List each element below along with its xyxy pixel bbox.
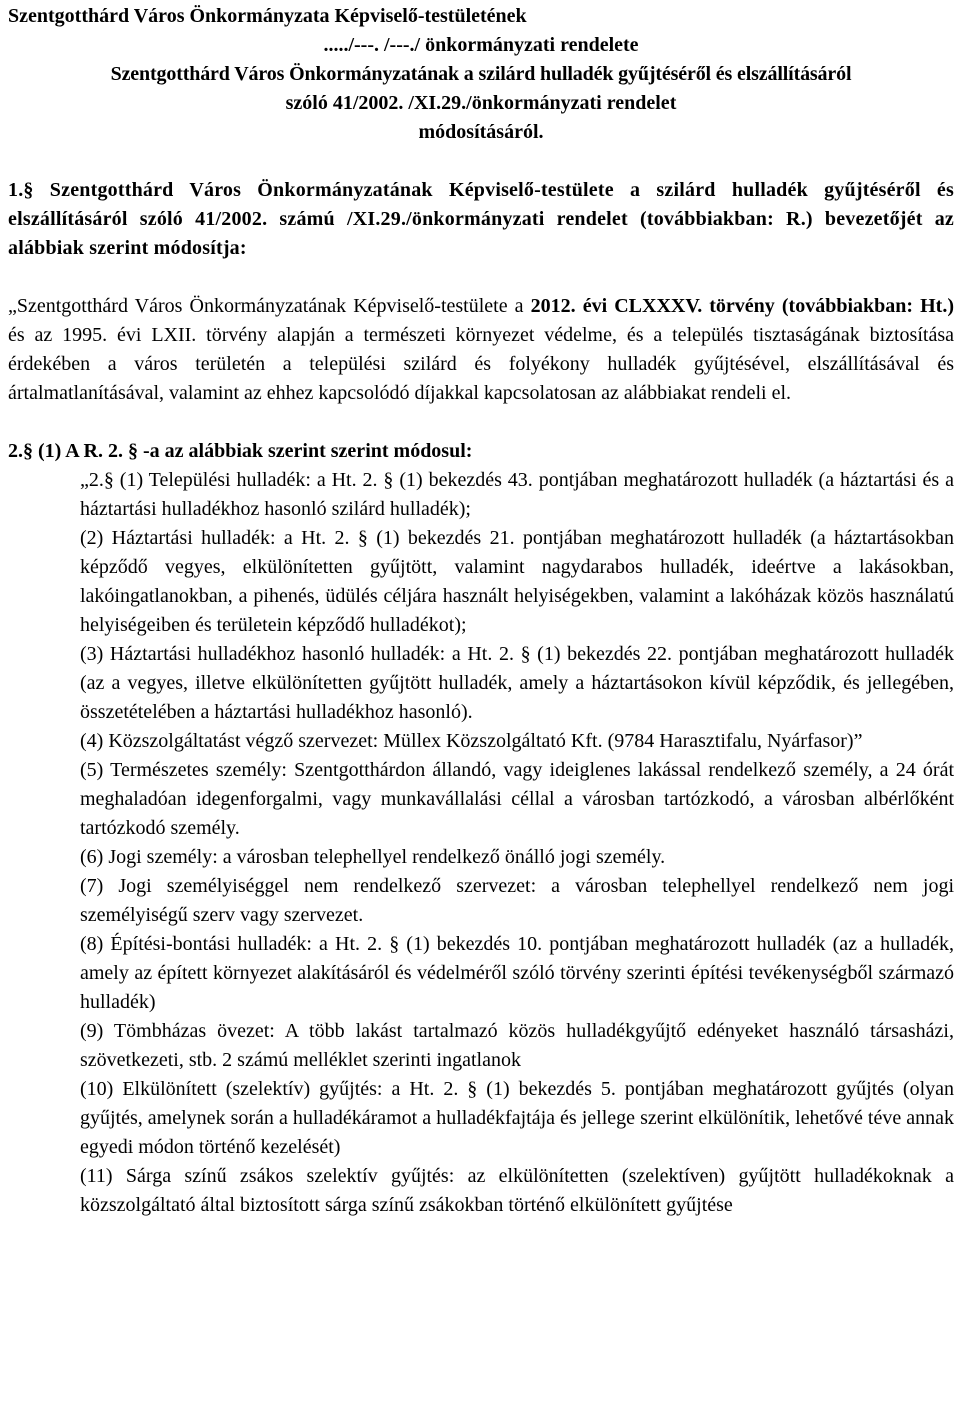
spacer [8, 263, 954, 292]
intro-text-a: „Szentgotthárd Város Önkormányzatának Képviselő-testülete a [8, 295, 531, 317]
definition-9: (9) Tömbházas övezet: A több lakást tartalmazó közös hulladékgyűjtő edényeket használó társasházi, szövetkezeti, stb. 2 számú melléklet szerinti ingatlanok [80, 1020, 954, 1071]
spacer [8, 408, 954, 437]
intro-law-reference: 2012. évi CLXXXV. törvény (továbbiakban: Ht.) [530, 295, 954, 317]
definition-8: (8) Építési-bontási hulladék: a Ht. 2. § (1) bekezdés 10. pontjában meghatározott hulladék (az a hulladék, amely az épített környezet alakításáról és védelméről szóló törvény szerinti építési tevékenységből származó hulladék) [80, 933, 954, 1013]
definition-3: (3) Háztartási hulladékhoz hasonló hulladék: a Ht. 2. § (1) bekezdés 22. pontjában meghatározott hulladék (az a vegyes, illetve elkülönítetten gyűjtött hulladék, amely a háztartásokon kívül képződik, és jellegében, összetételében a háztartási hulladékhoz hasonló). [80, 643, 954, 723]
definition-6: (6) Jogi személy: a városban telephellyel rendelkező önálló jogi személy. [80, 846, 666, 868]
definition-7: (7) Jogi személyiséggel nem rendelkező szervezet: a városban telephellyel rendelkező nem jogi személyiségű szerv vagy szervezet. [80, 875, 954, 926]
title-line-5: módosításáról. [418, 121, 544, 143]
section-1-heading: 1.§ Szentgotthárd Város Önkormányzatának Képviselő-testülete a szilárd hulladék gyűjtéséről és elszállításáról szóló 41/2002. számú /XI.29./önkormányzati rendelet (továbbiakban: R.) bevezetőjét az alábbiak szerint módosítja: [8, 179, 954, 259]
document-title [8, 2, 954, 147]
definition-1: „2.§ (1) Települési hulladék: a Ht. 2. § (1) bekezdés 43. pontjában meghatározott hulladék (a háztartási és a háztartási hulladékhoz hasonló szilárd hulladék); [80, 469, 954, 520]
spacer [8, 147, 954, 176]
definition-4: (4) Közszolgáltatást végző szervezet: Müllex Közszolgáltató Kft. (9784 Harasztifalu, Nyárfasor)” [80, 730, 863, 752]
definitions-list [80, 466, 954, 1220]
section-1-intro [8, 292, 954, 408]
title-line-1: Szentgotthárd Város Önkormányzata Képviselő-testületének [8, 5, 527, 27]
title-line-4: szóló 41/2002. /XI.29./önkormányzati rendelet [285, 92, 677, 114]
title-line-2: ...../---. /---./ önkormányzati rendelete [323, 34, 639, 56]
intro-text-c: és az 1995. évi LXII. törvény alapján a természeti környezet védelme, és a település tisztaságának biztosítása érdekében a város területén a települési szilárd és folyékony hulladék gyűjtésével, elszállításával és ártalmatlanításával, valamint az ehhez kapcsolódó díjakkal kapcsolatosan az alábbiakat rendeli el. [8, 324, 954, 404]
section-2-heading: 2.§ (1) A R. 2. § -a az alábbiak szerint szerint módosul: [8, 440, 473, 462]
title-line-3: Szentgotthárd Város Önkormányzatának a szilárd hulladék gyűjtéséről és elszállításáról [110, 63, 852, 85]
definition-10: (10) Elkülönített (szelektív) gyűjtés: a Ht. 2. § (1) bekezdés 5. pontjában meghatározott gyűjtés (olyan gyűjtés, amelynek során a hulladékáramot a hulladékfajtája és jellege szerint elkülönítik, lehetővé téve annak egyedi módon történő kezelését) [80, 1078, 954, 1158]
definition-5: (5) Természetes személy: Szentgotthárdon állandó, vagy ideiglenes lakással rendelkező személy, a 24 órát meghaladóan idegenforgalmi, vagy munkavállalási céllal a városban tartózkodó, a városban albérlőként tartózkodó személy. [80, 759, 954, 839]
definition-11: (11) Sárga színű zsákos szelektív gyűjtés: az elkülönítetten (szelektíven) gyűjtött hulladékoknak a közszolgáltató által biztosított sárga színű zsákokban történő elkülönített gyűjtése [80, 1165, 954, 1216]
definition-2: (2) Háztartási hulladék: a Ht. 2. § (1) bekezdés 21. pontjában meghatározott hulladék (a háztartásokban képződő vegyes, elkülönítetten gyűjtött, valamint nagydarabos hulladék, ideértve a lakásokban, lakóingatlanokban, a pihenés, üdülés céljára használt helyiségekben, valamint a lakóházak közös használatú helyiségeiben és területein képződő hulladékot); [80, 527, 954, 636]
